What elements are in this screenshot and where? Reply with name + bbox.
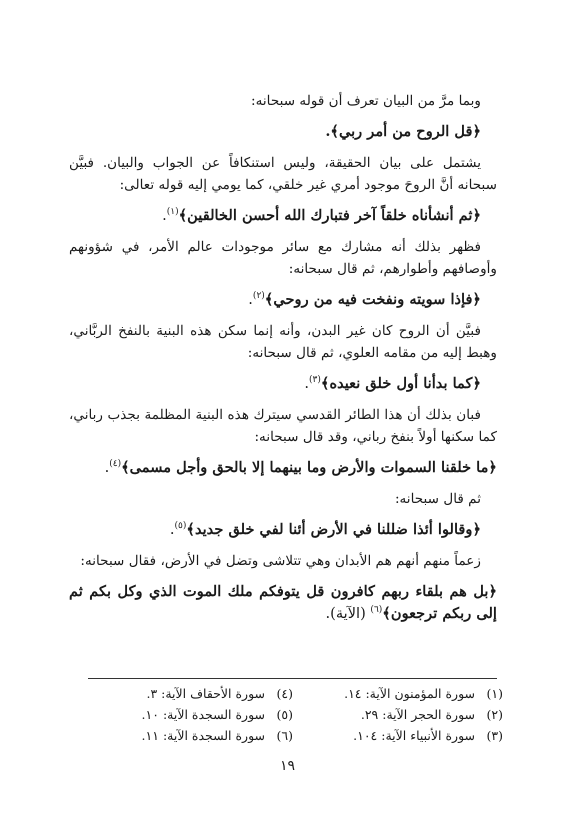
quran-verse — [69, 581, 497, 625]
verse-text: ﴿فإذا سويته ونفخت فيه من روحي﴾ — [264, 291, 481, 308]
footnote-marker: (٤) — [109, 459, 122, 470]
verse-tail: . — [304, 375, 310, 392]
footnote-marker: (٥) — [174, 521, 187, 532]
verse-text: ﴿ما خلقنا السموات والأرض وما بينهما إلا بالحق وأجل مسمى﴾ — [121, 459, 497, 476]
verse-text: ﴿ثم أنشأناه خلقاً آخر فتبارك الله أحسن الخالقين﴾ — [178, 207, 481, 224]
footnote-text: سورة الأنبياء الآية: ١٠٤. — [353, 728, 476, 743]
verse-text: ﴿بل هم بلقاء ربهم كافرون قل يتوفكم ملك الموت الذي وكل بكم ثم إلى ربكم ترجعون﴾ — [69, 583, 497, 622]
footnote-number: (٤) — [276, 686, 293, 701]
footnote-column — [83, 683, 293, 746]
footnote-number: (٣) — [486, 728, 503, 743]
footnote-marker: (١) — [166, 207, 179, 218]
footnote-marker: (٢) — [252, 291, 265, 302]
main-text — [69, 90, 497, 634]
footnote-text: سورة المؤمنون الآية: ١٤. — [344, 686, 476, 701]
footnote-text: سورة الأحقاف الآية: ٣. — [146, 686, 266, 701]
quran-verse — [69, 205, 497, 227]
verse-text: ﴿كما بدأنا أول خلق نعيده﴾ — [320, 375, 481, 392]
footnote — [293, 704, 503, 725]
footnote-number: (٦) — [276, 728, 293, 743]
footnote-text: سورة السجدة الآية: ١١. — [141, 728, 266, 743]
verse-tail: . — [169, 521, 175, 538]
quran-verse — [69, 289, 497, 311]
footnote-marker: (٦) — [370, 605, 383, 616]
footnote-number: (٥) — [276, 707, 293, 722]
verse-tail: . — [104, 459, 110, 476]
page-number: ١٩ — [279, 758, 296, 774]
quran-verse — [69, 457, 497, 479]
paragraph: فبيَّن أن الروح كان غير البدن، وأنه إنما سكن هذه البنية بالنفخ الربَّاني، وهبط إليه من مقامه العلوي، ثم قال سبحانه: — [69, 323, 497, 361]
verse-text: ﴿وقالوا أئذا ضللنا في الأرض أئنا لفي خلق جديد﴾ — [186, 521, 481, 538]
quran-verse — [69, 519, 497, 541]
footnote — [83, 725, 293, 746]
quran-verse: ﴿قل الروح من أمر ربي﴾. — [325, 123, 481, 140]
footnote — [83, 683, 293, 704]
paragraph: زعماً منهم أنهم هم الأبدان وهي تتلاشى وتضل في الأرض، فقال سبحانه: — [80, 553, 481, 569]
paragraph: ثم قال سبحانه: — [394, 491, 481, 507]
footnotes — [83, 683, 503, 746]
footnote — [83, 704, 293, 725]
footnote-number: (٢) — [486, 707, 503, 722]
paragraph: فظهر بذلك أنه مشارك مع سائر موجودات عالم الأمر، في شؤونهم وأوصافهم وأطوارهم، ثم قال سبحانه: — [69, 239, 497, 277]
footnote-text: سورة الحجر الآية: ٢٩. — [360, 707, 476, 722]
verse-tail: (الآية). — [325, 605, 371, 622]
quran-verse — [69, 373, 497, 395]
verse-tail: . — [162, 207, 167, 224]
verse-tail: . — [248, 291, 253, 308]
footnote-number: (١) — [486, 686, 503, 701]
paragraph: فبان بذلك أن هذا الطائر القدسي سيترك هذه البنية المظلمة بجذب رباني، كما سكنها أولاً بنفخ رباني، وقد قال سبحانه: — [69, 407, 497, 445]
footnote-marker: (٣) — [309, 375, 321, 386]
paragraph: وبما مرَّ من البيان تعرف أن قوله سبحانه: — [251, 93, 481, 109]
paragraph: يشتمل على بيان الحقيقة، وليس استنكافاً عن الجواب والبيان. فبيَّن سبحانه أنَّ الروحَ موجود أمري غير خلقي، كما يومي إليه قوله تعالى: — [69, 155, 497, 193]
footnote-text: سورة السجدة الآية: ١٠. — [141, 707, 266, 722]
footnote — [293, 725, 503, 746]
footnote-divider — [88, 678, 497, 679]
footnote-column — [293, 683, 503, 746]
footnote — [293, 683, 503, 704]
